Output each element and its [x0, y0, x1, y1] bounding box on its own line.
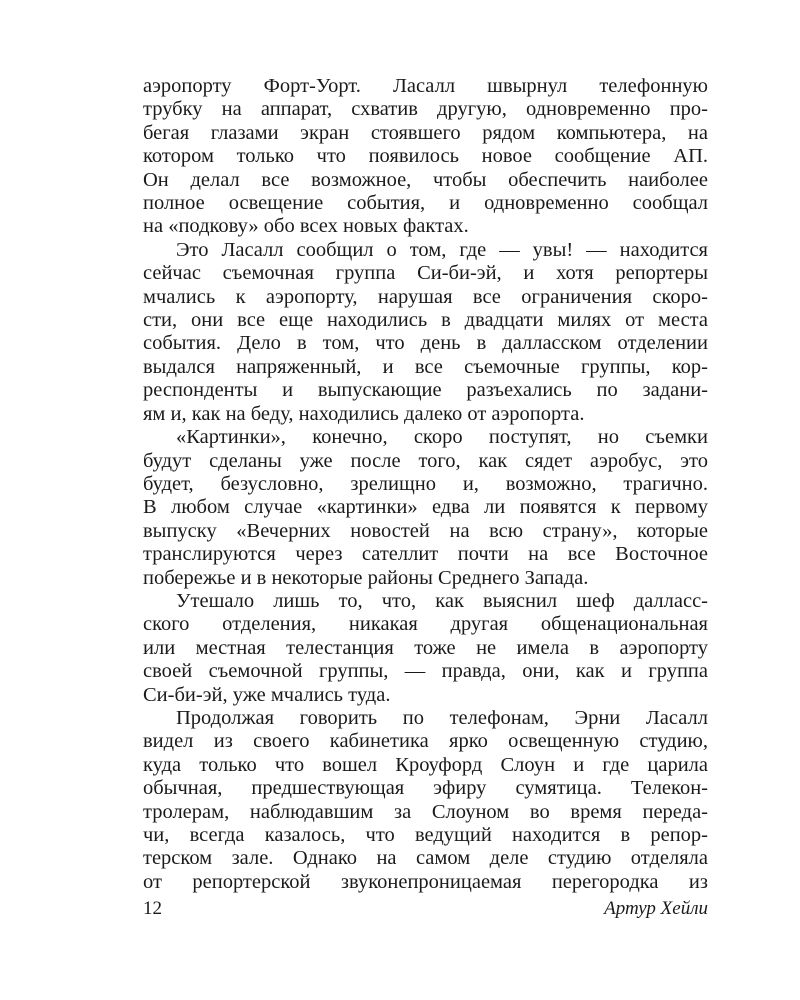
page-number: 12 [143, 898, 162, 919]
text-line: от репортерской звуконепроницаемая перегородка из [143, 870, 708, 893]
text-line: мчались к аэропорту, нарушая все ограничения скоро- [143, 285, 708, 308]
text-line: В любом случае «картинки» едва ли появятся к первому [143, 496, 708, 519]
text-line: аэропорту Форт-Уорт. Ласалл швырнул телефонную [143, 75, 708, 97]
text-line: респонденты и выпускающие разъехались по задани- [143, 379, 708, 402]
text-line: своей съемочной группы, — правда, они, как и группа [143, 660, 708, 683]
paragraph-first-line: «Картинки», конечно, скоро поступят, но съемки [176, 426, 708, 449]
text-line: ям и, как на беду, находились далеко от аэропорта. [143, 402, 585, 425]
running-title: Артур Хейли [604, 898, 708, 919]
text-line: куда только что вошел Кроуфорд Слоун и где царила [143, 753, 708, 776]
text-line: будут сделаны уже после того, как сядет аэробус, это [143, 449, 708, 472]
text-line: Он делал все возможное, чтобы обеспечить наиболее [143, 168, 708, 191]
text-line: на «подкову» обо всех новых фактах. [143, 215, 469, 238]
text-line: будет, безусловно, зрелищно и, возможно, трагично. [143, 472, 708, 495]
paragraph-first-line: Продолжая говорить по телефонам, Эрни Ласалл [176, 706, 708, 729]
paragraph-first-line: Утешало лишь то, что, как выяснил шеф далласс- [176, 589, 708, 612]
text-line: или местная телестанция тоже не имела в аэропорту [143, 636, 708, 659]
text-line: Си-би-эй, уже мчались туда. [143, 683, 391, 706]
text-line: побережье и в некоторые районы Среднего Запада. [143, 566, 589, 589]
text-line: видел из своего кабинетика ярко освещенную студию, [143, 730, 708, 753]
text-line: выпуску «Вечерних новостей на всю страну», которые [143, 519, 708, 542]
text-line: трубку на аппарат, схватив другую, одновременно про- [143, 98, 708, 121]
text-line: ского отделения, никакая другая общенациональная [143, 613, 708, 636]
text-line: полное освещение события, и одновременно сообщал [143, 192, 708, 215]
text-line: чи, всегда казалось, что ведущий находится в репор- [143, 824, 708, 846]
text-line: обычная, предшествующая эфиру сумятица. Телекон- [143, 777, 708, 800]
text-line: выдался напряженный, и все съемочные группы, кор- [143, 355, 708, 378]
text-line: терском зале. Однако на самом деле студию отделяла [143, 847, 708, 870]
text-line: события. Дело в том, что день в далласском отделении [143, 332, 708, 355]
text-line: бегая глазами экран стоявшего рядом компьютера, на [143, 121, 708, 144]
paragraph-first-line: Это Ласалл сообщил о том, где — увы! — находится [176, 238, 708, 261]
text-line: тролерам, наблюдавшим за Слоуном во время переда- [143, 800, 708, 823]
body-text [143, 75, 708, 894]
text-line: транслируются через сателлит почти на все Восточное [143, 543, 708, 566]
text-line: сти, они все еще находились в двадцати милях от места [143, 309, 708, 332]
text-line: сейчас съемочная группа Си-би-эй, и хотя репортеры [143, 262, 708, 285]
text-line: котором только что появилось новое сообщение АП. [143, 145, 708, 168]
